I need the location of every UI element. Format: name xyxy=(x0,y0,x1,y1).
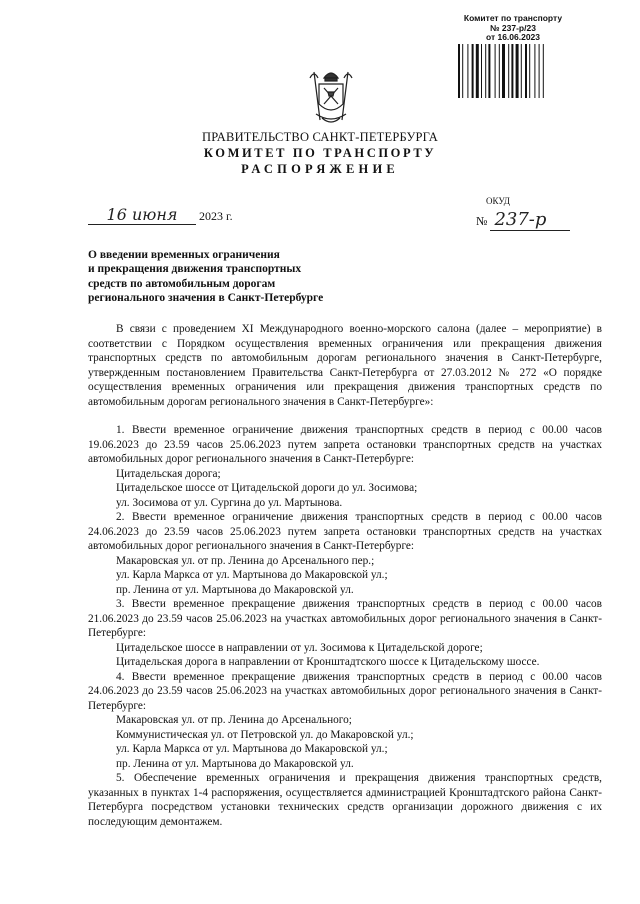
number-prefix: № xyxy=(476,214,488,228)
title-line: и прекращения движения транспортных xyxy=(88,263,302,276)
item-1-road: ул. Зосимова от ул. Сургина до ул. Мартынова. xyxy=(116,496,343,509)
stamp-line-2: № 237-р/23 xyxy=(490,22,536,33)
item-4-road: Макаровская ул. от пр. Ленина до Арсенального; xyxy=(116,714,352,726)
document-date xyxy=(88,206,233,225)
okud-label: ОКУД xyxy=(486,196,510,206)
item-4-road: пр. Ленина от ул. Мартынова до Макаровской ул. xyxy=(116,757,354,770)
item-2-road: Макаровская ул. от пр. Ленина до Арсенального пер.; xyxy=(116,554,375,567)
item-3-road: Цитадельская дорога в направлении от Кронштадтского шоссе к Цитадельскому шоссе. xyxy=(116,656,540,668)
preamble-paragraph: В связи с проведением XI Международного военно-морского салона (далее – мероприятие) в соответствии с Порядком осуществления временных ограничения или прекращения движения транспортных средств по автомобильным дорогам регионального значения в Санкт-Петербурге, утвержденным постановлением Правительства Санкт-Петербурга от 27.03.2012 № 272 «О порядке осуществления временных ограничения или прекращения движения транспортных средств по автомобильным дорогам регионального значения в Санкт-Петербурге»: xyxy=(88,323,602,408)
document-type: РАСПОРЯЖЕНИЕ xyxy=(241,162,399,176)
document-number xyxy=(476,210,570,231)
document-body xyxy=(88,322,602,829)
item-4-paragraph: 4. Ввести временное прекращение движения транспортных средств в период с 00.00 часов 24.06.2023 до 23.59 часов 25.06.2023 на участках автомобильных дорог регионального значения в Санкт-Петербурге: xyxy=(88,670,602,712)
coat-of-arms-emblem xyxy=(306,64,356,128)
item-4-road: Коммунистическая ул. от Петровской ул. до Макаровской ул.; xyxy=(116,728,414,741)
item-1-road: Цитадельская дорога; xyxy=(116,467,221,480)
item-4-road: ул. Карла Маркса от ул. Мартынова до Макаровской ул.; xyxy=(116,743,388,755)
document-header xyxy=(0,130,640,177)
document-title xyxy=(88,248,388,305)
item-3-road: Цитадельское шоссе в направлении от ул. Зосимова к Цитадельской дороге; xyxy=(116,641,483,654)
handwritten-date: 16 июня xyxy=(88,206,196,225)
item-2-road: пр. Ленина от ул. Мартынова до Макаровской ул. xyxy=(116,583,354,596)
title-line: регионального значения в Санкт-Петербурге xyxy=(88,291,324,304)
item-5-paragraph: 5. Обеспечение временных ограничения и прекращения движения транспортных средств, указанных в пунктах 1-4 распоряжения, осуществляется администрацией Кронштадтского района Санкт-Петербурга посредством установки технических средств организации дорожного движения с их последующим демонтажем. xyxy=(88,772,602,828)
stamp-line-3: от 16.06.2023 xyxy=(485,32,541,42)
title-line: О введении временных ограничения xyxy=(88,249,280,261)
item-1-paragraph: 1. Ввести временное ограничение движения транспортных средств в период с 00.00 часов 19.06.2023 до 23.59 часов 25.06.2023 путем запрета остановки транспортных средств на участках автомобильных дорог регионального значения в Санкт-Петербурге: xyxy=(88,424,602,465)
handwritten-number: 237-р xyxy=(490,210,570,231)
stamp-line-1: Комитет по транспорту xyxy=(463,13,563,23)
item-3-paragraph: 3. Ввести временное прекращение движения транспортных средств в период с 00.00 часов 21.06.2023 до 23.59 часов 25.06.2023 на участках автомобильных дорог регионального значения в Санкт-Петербурге: xyxy=(88,598,602,639)
title-line: средств по автомобильным дорогам xyxy=(88,277,276,290)
government-name: ПРАВИТЕЛЬСТВО САНКТ-ПЕТЕРБУРГА xyxy=(202,130,438,144)
document-year: 2023 г. xyxy=(199,209,233,223)
registration-stamp xyxy=(452,14,574,43)
committee-name: КОМИТЕТ ПО ТРАНСПОРТУ xyxy=(203,146,437,160)
item-1-road: Цитадельское шоссе от Цитадельской дороги до ул. Зосимова; xyxy=(116,482,418,494)
barcode-image xyxy=(458,44,568,98)
item-2-road: ул. Карла Маркса от ул. Мартынова до Макаровской ул.; xyxy=(116,569,388,581)
item-2-paragraph: 2. Ввести временное ограничение движения транспортных средств в период с 00.00 часов 24.06.2023 до 23.59 часов 25.06.2023 путем запрета остановки транспортных средств на участках автомобильных дорог регионального значения в Санкт-Петербурге: xyxy=(88,511,602,552)
